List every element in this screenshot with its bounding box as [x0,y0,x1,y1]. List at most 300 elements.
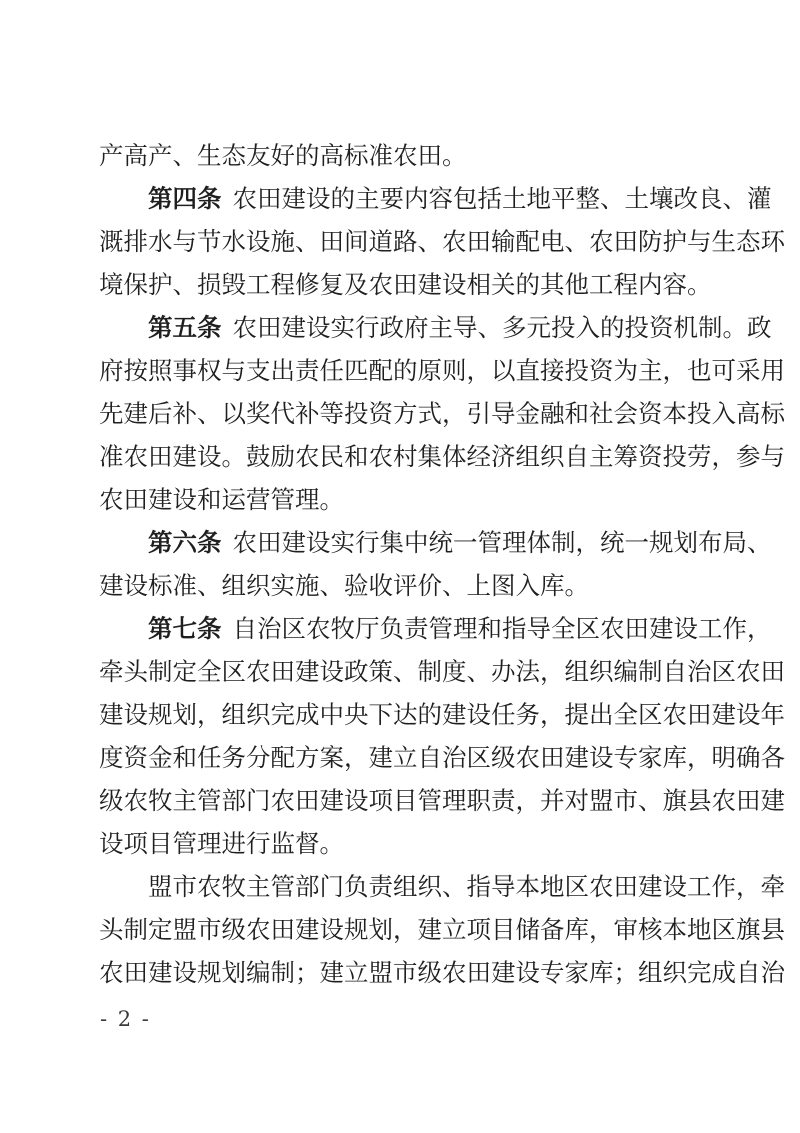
text-char: 权 [197,356,222,385]
text-char: 建 [711,700,736,729]
text-char: 指 [502,614,527,643]
text-char: 、 [600,184,625,213]
article-marker-char: 第 [148,313,173,342]
text-char: 施 [270,227,295,256]
text-char: 案 [319,743,344,772]
text-char: 投 [687,399,712,428]
text-char: 各 [760,743,785,772]
text-char: 、 [393,657,418,686]
text-line [99,865,785,908]
text-char: 田 [257,313,282,342]
text-char: 设 [673,614,698,643]
text-char: 织 [589,657,614,686]
text-char: 直 [515,356,540,385]
text-char: 、 [319,571,344,600]
text-char: 设 [319,657,344,686]
text-char: 入 [711,399,736,428]
text-char: 友 [246,141,271,170]
paragraph-indent [99,865,148,908]
text-char: 地 [526,184,551,213]
text-char: 建 [319,958,344,987]
text-char: 实 [330,313,355,342]
text-char: 市 [172,872,197,901]
text-char: 项 [123,829,148,858]
text-char: 部 [221,786,246,815]
text-char: 府 [404,313,429,342]
text-char: 专 [613,743,638,772]
text-char: 工 [246,270,271,299]
text-char: 管 [477,528,502,557]
text-char: 划 [673,528,698,557]
text-char: 策 [368,657,393,686]
text-char: 关 [491,270,516,299]
text-char: 级 [221,915,246,944]
text-char: 制 [551,528,576,557]
text-char: 务 [221,743,246,772]
text-char: 输 [491,227,516,256]
text-char: 资 [123,743,148,772]
text-char: 责 [491,786,516,815]
text-char: 励 [270,442,295,471]
text-char: 。 [319,829,344,858]
text-char: 建 [281,528,306,557]
text-char: 自 [736,958,761,987]
text-char: 设 [515,958,540,987]
text-char: 农 [232,313,257,342]
text-char: 农 [306,614,331,643]
text-char: 农 [232,528,257,557]
text-line [99,607,772,650]
text-char: 自 [417,743,442,772]
text-char: 区 [711,657,736,686]
text-char: 补 [295,399,320,428]
text-char: 一 [453,528,478,557]
text-char: 施 [295,571,320,600]
text-char: 并 [540,786,565,815]
text-char: 组 [221,571,246,600]
text-char: 田 [123,485,148,514]
article-marker-char: 条 [197,614,222,643]
text-char: 筹 [613,442,638,471]
text-char: 田 [466,958,491,987]
text-char: 式 [417,399,442,428]
text-char: ， [515,786,540,815]
text-char: 库 [564,915,589,944]
text-char: 电 [540,227,565,256]
text-char: 农 [270,786,295,815]
text-char: 区 [281,614,306,643]
text-char: 储 [515,915,540,944]
text-char: 引 [466,399,491,428]
text-line [99,435,785,478]
text-char: 库 [589,958,614,987]
text-char: 布 [698,528,723,557]
text-char: 入 [575,313,600,342]
text-char: 农 [393,141,418,170]
text-char: 奖 [246,399,271,428]
text-char: 中 [404,528,429,557]
text-char: 以 [221,399,246,428]
text-char: ， [662,356,687,385]
text-char: 织 [246,571,271,600]
text-char: 改 [673,184,698,213]
text-char: 高 [123,141,148,170]
text-char: 全 [551,614,576,643]
text-char: 划 [172,700,197,729]
text-char: 统 [428,528,453,557]
text-char: 工 [698,614,723,643]
text-char: 高 [736,399,761,428]
text-char: 度 [99,743,124,772]
text-char: ， [589,915,614,944]
text-char: 明 [711,743,736,772]
text-char: 成 [295,700,320,729]
text-char: 农 [246,657,271,686]
text-char: 规 [148,700,173,729]
document-body-text [99,134,785,994]
text-char: 的 [600,313,625,342]
text-char: 市 [393,958,418,987]
text-char: 损 [197,270,222,299]
text-char: 盟 [368,958,393,987]
text-char: 资 [638,399,663,428]
text-char: 理 [502,528,527,557]
text-char: 价 [417,571,442,600]
text-char: 收 [368,571,393,600]
text-char: 可 [711,356,736,385]
text-char: 办 [491,657,516,686]
text-line [99,306,772,349]
text-char: 田 [319,227,344,256]
text-char: 区 [221,657,246,686]
text-char: 牧 [330,614,355,643]
text-line [99,220,785,263]
text-char: 好 [270,141,295,170]
text-char: 建 [442,700,467,729]
article-marker-char: 条 [197,313,222,342]
text-char: 路 [393,227,418,256]
text-char: ， [711,442,736,471]
article-marker-char: 第 [148,184,173,213]
text-char: 代 [270,399,295,428]
text-char: 任 [197,743,222,772]
text-char: 地 [687,915,712,944]
text-char: 下 [368,700,393,729]
text-char: 责 [295,356,320,385]
text-char: 盟 [589,786,614,815]
text-char: 劳 [687,442,712,471]
text-char: 和 [197,485,222,514]
text-char: 、 [466,657,491,686]
text-char: 设 [306,313,331,342]
text-char: 组 [515,442,540,471]
text-char: ， [736,872,761,901]
text-char: 治 [442,743,467,772]
text-char: 旗 [736,915,761,944]
text-char: 行 [246,829,271,858]
text-char: 农 [99,485,124,514]
article-marker-char: 六 [172,528,197,557]
text-char: 治 [687,657,712,686]
text-char: 制 [698,313,723,342]
text-char: ， [466,356,491,385]
text-char: 、 [442,872,467,901]
text-char: 田 [148,442,173,471]
text-char: 容 [428,184,453,213]
text-char: 农 [123,786,148,815]
text-char: 农 [600,614,625,643]
text-char: 用 [760,356,785,385]
text-char: 头 [99,915,124,944]
text-char: 导 [491,399,516,428]
text-char: 头 [123,657,148,686]
marker-gap [222,306,233,349]
text-char: 建 [99,700,124,729]
text-line [99,478,703,521]
text-char: 牧 [148,786,173,815]
text-char: 级 [491,743,516,772]
text-char: 、 [172,141,197,170]
text-line [99,693,785,736]
text-char: 土 [502,184,527,213]
text-char: 确 [736,743,761,772]
text-char: 农 [662,700,687,729]
text-char: 投 [551,313,576,342]
text-char: 设 [319,915,344,944]
text-char: 统 [600,528,625,557]
text-char: 管 [172,829,197,858]
text-char: 目 [393,786,418,815]
text-char: 元 [526,313,551,342]
text-char: 主 [638,356,663,385]
text-line [99,392,785,435]
text-char: 编 [246,958,271,987]
text-char: 。 [442,141,467,170]
text-char: 排 [123,227,148,256]
text-char: 项 [368,786,393,815]
text-char: 出 [589,700,614,729]
text-char: 田 [687,700,712,729]
text-char: ， [747,614,772,643]
text-char: 主 [246,872,271,901]
text-char: 区 [638,700,663,729]
text-char: 。 [221,442,246,471]
text-char: 全 [197,657,222,686]
text-char: 主 [589,442,614,471]
text-char: 鼓 [246,442,271,471]
page-number: - 2 - [100,1007,151,1031]
text-char: 农 [368,442,393,471]
text-char: 主 [428,313,453,342]
text-char: 作 [711,872,736,901]
text-line [99,521,772,564]
text-char: 整 [575,184,600,213]
text-char: 织 [540,442,565,471]
text-char: 的 [417,700,442,729]
article-marker-char: 第 [148,614,173,643]
text-char: 达 [393,700,418,729]
text-char: 管 [417,786,442,815]
text-char: 法 [515,657,540,686]
text-char: 村 [393,442,418,471]
text-char: 管 [428,614,453,643]
text-char: 规 [197,958,222,987]
text-char: 程 [613,270,638,299]
text-char: 织 [662,958,687,987]
text-char: 制 [123,915,148,944]
text-char: 对 [564,786,589,815]
text-char: 库 [540,571,565,600]
text-char: 实 [330,528,355,557]
text-char: 农 [711,786,736,815]
text-char: 保 [123,270,148,299]
text-char: 田 [760,657,785,686]
text-char: 水 [148,227,173,256]
text-char: 专 [540,958,565,987]
text-char: 目 [148,829,173,858]
text-char: 门 [246,786,271,815]
text-char: 农 [123,442,148,471]
text-char: 规 [649,528,674,557]
text-char: 完 [270,700,295,729]
text-char: 度 [442,657,467,686]
text-char: 农 [442,958,467,987]
text-char: 本 [662,399,687,428]
text-char: 田 [257,528,282,557]
text-char: 自 [662,657,687,686]
text-char: 责 [404,614,429,643]
text-char: 节 [197,227,222,256]
text-char: 与 [221,356,246,385]
text-char: 项 [466,915,491,944]
text-char: 相 [466,270,491,299]
paragraph-indent [99,607,148,650]
text-char: 政 [747,313,772,342]
text-char: 设 [306,184,331,213]
paragraph-indent [99,177,148,220]
text-char: 出 [270,356,295,385]
text-char: 原 [417,356,442,385]
text-char: 和 [564,399,589,428]
marker-gap [222,177,233,220]
text-char: 督 [295,829,320,858]
text-char: 组 [221,700,246,729]
text-char: 及 [344,270,369,299]
text-char: 金 [515,399,540,428]
text-char: 则 [442,356,467,385]
text-char: 复 [319,270,344,299]
text-char: 。 [687,270,712,299]
text-char: 负 [344,872,369,901]
text-char: 划 [368,915,393,944]
text-char: 部 [295,872,320,901]
text-char: 也 [687,356,712,385]
text-char: 立 [393,743,418,772]
text-char: 治 [760,958,785,987]
text-char: 定 [172,657,197,686]
text-char: 作 [722,614,747,643]
text-char: 和 [172,743,197,772]
text-char: 建 [281,184,306,213]
text-char: 理 [295,485,320,514]
text-char: 、 [722,184,747,213]
text-char: 建 [99,571,124,600]
text-line [99,650,785,693]
text-line [99,177,772,220]
text-char: 入 [515,571,540,600]
text-char: 设 [246,227,271,256]
text-char: 投 [624,313,649,342]
text-char: 壤 [649,184,674,213]
text-char: 、 [417,227,442,256]
text-char: 产 [148,141,173,170]
text-char: 投 [344,399,369,428]
text-char: 盟 [148,872,173,901]
text-char: 包 [453,184,478,213]
text-char: 央 [344,700,369,729]
text-char: 态 [736,227,761,256]
text-char: 内 [638,270,663,299]
text-char: 的 [330,184,355,213]
text-char: 高 [319,141,344,170]
text-char: 、 [638,786,663,815]
text-char: 建 [491,958,516,987]
text-char: 境 [99,270,124,299]
text-char: 图 [491,571,516,600]
text-char: 和 [344,442,369,471]
text-char: 投 [662,442,687,471]
text-char: 自 [232,614,257,643]
text-char: 务 [515,700,540,729]
text-char: 行 [355,528,380,557]
text-char: 任 [491,700,516,729]
text-char: 织 [246,700,271,729]
text-char: 成 [711,958,736,987]
text-char: 管 [197,786,222,815]
text-char: 、 [295,227,320,256]
text-char: 政 [379,313,404,342]
text-char: 组 [564,657,589,686]
text-char: 和 [477,614,502,643]
text-char: 主 [355,184,380,213]
text-char: 集 [379,528,404,557]
text-char: 政 [344,657,369,686]
text-char: 田 [295,786,320,815]
text-char: 建 [172,442,197,471]
text-char: 中 [319,700,344,729]
article-marker-char: 四 [172,184,197,213]
text-char: 设 [123,571,148,600]
text-char: 、 [442,571,467,600]
text-char: 治 [257,614,282,643]
text-char: 补 [172,399,197,428]
text-char: ， [344,743,369,772]
text-char: 生 [197,141,222,170]
text-char: 。 [319,485,344,514]
text-char: 土 [624,184,649,213]
text-char: 投 [564,356,589,385]
text-char: 他 [564,270,589,299]
text-char: 道 [368,227,393,256]
text-char: 田 [123,958,148,987]
text-char: 牧 [221,872,246,901]
text-char: 田 [466,227,491,256]
text-char: 县 [687,786,712,815]
text-char: 资 [638,442,663,471]
text-char: 民 [319,442,344,471]
text-char: ， [575,528,600,557]
text-char: 机 [673,313,698,342]
